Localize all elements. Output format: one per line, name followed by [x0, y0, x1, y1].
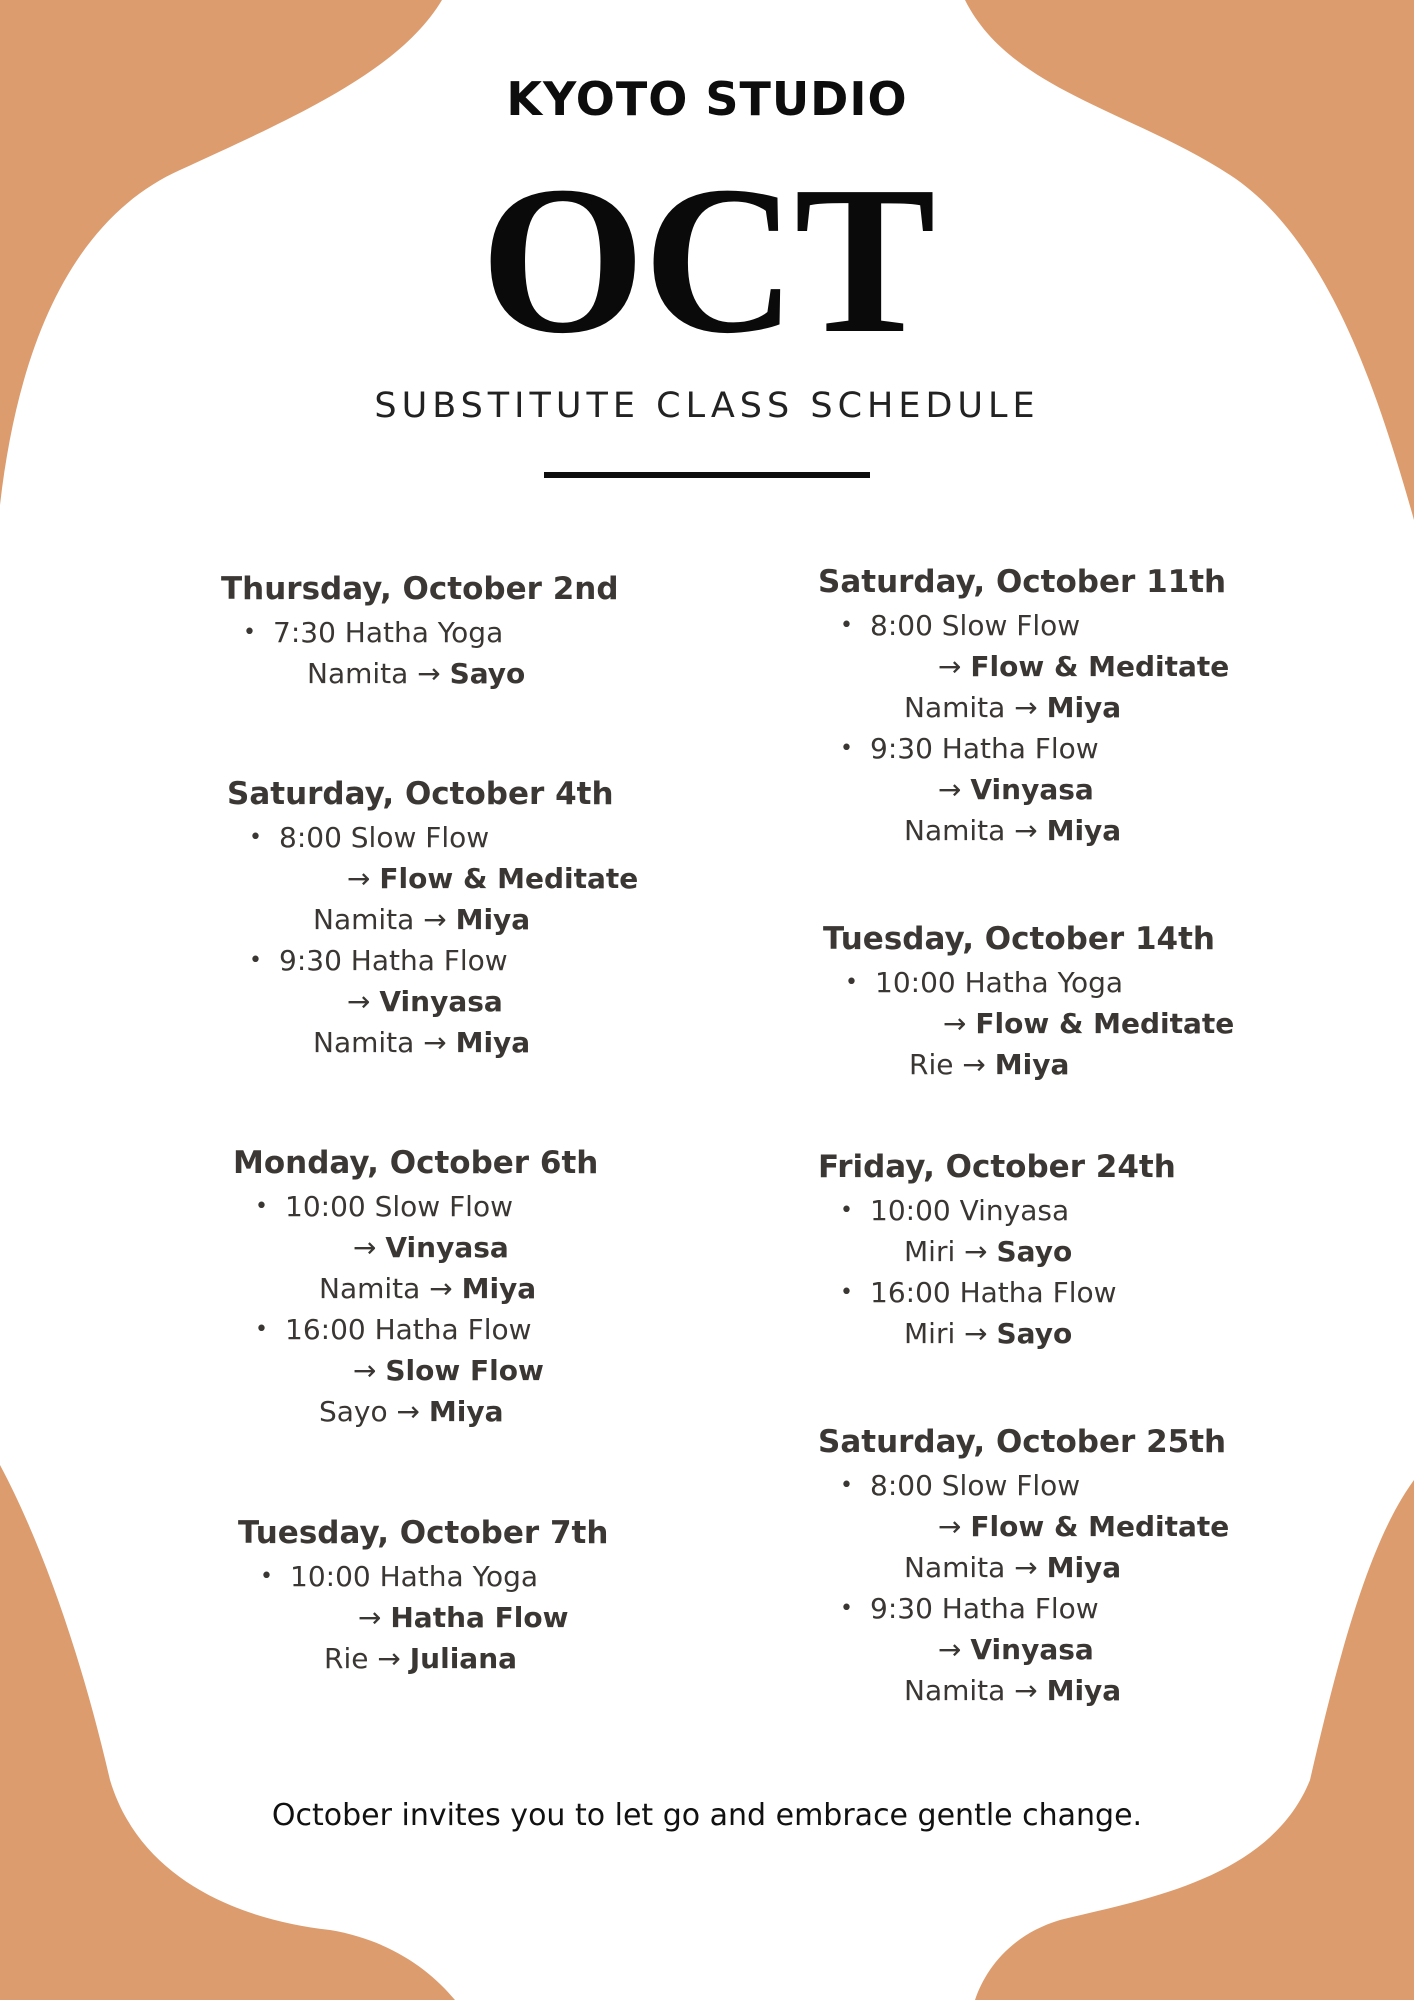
original-instructor: Namita — [904, 1674, 1006, 1707]
original-instructor: Namita — [313, 1026, 415, 1059]
substitute-instructor: Miya — [455, 1026, 531, 1059]
new-class: Flow & Meditate — [975, 1007, 1235, 1040]
substitute-instructor: Miya — [994, 1048, 1070, 1081]
bullet-icon: • — [840, 1596, 853, 1621]
class-item — [818, 728, 1338, 851]
arrow-icon: → — [347, 862, 371, 895]
class-item — [221, 612, 741, 694]
bullet-icon: • — [840, 1473, 853, 1498]
instructor-change — [285, 1391, 753, 1432]
instructor-change — [875, 1044, 1343, 1085]
instructor-change — [870, 810, 1338, 851]
original-class: 10:00 Vinyasa — [870, 1194, 1070, 1227]
title-divider — [544, 472, 870, 478]
arrow-icon: → — [423, 903, 447, 936]
class-list — [823, 962, 1343, 1085]
day-block — [227, 775, 747, 1063]
day-block — [221, 570, 741, 694]
new-class: Vinyasa — [970, 1633, 1094, 1666]
instructor-change — [273, 653, 741, 694]
instructor-change — [870, 1670, 1338, 1711]
bullet-icon: • — [249, 948, 262, 973]
original-instructor: Miri — [904, 1317, 956, 1350]
new-class-line — [285, 1350, 753, 1391]
original-instructor: Miri — [904, 1235, 956, 1268]
new-class-line — [290, 1597, 758, 1638]
day-heading: Friday, October 24th — [818, 1149, 1176, 1185]
day-block — [818, 1423, 1338, 1711]
class-list — [818, 1465, 1338, 1711]
arrow-icon: → — [938, 1510, 962, 1543]
bullet-icon: • — [243, 620, 256, 645]
substitute-instructor: Miya — [461, 1272, 537, 1305]
new-class-line — [870, 769, 1338, 810]
day-heading: Saturday, October 4th — [227, 776, 614, 812]
day-block — [233, 1144, 753, 1432]
class-item — [238, 1556, 758, 1679]
instructor-change — [870, 687, 1338, 728]
class-item — [233, 1186, 753, 1309]
footer-quote: October invites you to let go and embrace gentle change. — [271, 1798, 1143, 1833]
substitute-instructor: Sayo — [996, 1235, 1073, 1268]
instructor-change — [870, 1547, 1338, 1588]
class-item — [233, 1309, 753, 1432]
class-item — [818, 1465, 1338, 1588]
studio-name: KYOTO STUDIO — [506, 72, 908, 126]
class-list — [238, 1556, 758, 1679]
instructor-change — [279, 1022, 747, 1063]
bullet-icon: • — [840, 1280, 853, 1305]
class-item — [227, 940, 747, 1063]
arrow-icon: → — [938, 650, 962, 683]
substitute-instructor: Juliana — [409, 1642, 518, 1675]
new-class: Vinyasa — [970, 773, 1094, 806]
substitute-instructor: Miya — [1046, 1551, 1122, 1584]
class-item — [818, 1272, 1338, 1354]
original-instructor: Rie — [324, 1642, 369, 1675]
original-class: 9:30 Hatha Flow — [279, 944, 508, 977]
new-class: Slow Flow — [385, 1354, 544, 1387]
original-class: 9:30 Hatha Flow — [870, 732, 1099, 765]
substitute-instructor: Miya — [428, 1395, 504, 1428]
arrow-icon: → — [938, 1633, 962, 1666]
substitute-instructor: Miya — [1046, 691, 1122, 724]
arrow-icon: → — [962, 1048, 986, 1081]
bullet-icon: • — [840, 736, 853, 761]
class-list — [227, 817, 747, 1063]
instructor-change — [870, 1313, 1338, 1354]
day-heading: Tuesday, October 14th — [823, 921, 1215, 957]
arrow-icon: → — [1014, 1674, 1038, 1707]
arrow-icon: → — [943, 1007, 967, 1040]
new-class-line — [285, 1227, 753, 1268]
arrow-icon: → — [1014, 691, 1038, 724]
instructor-change — [290, 1638, 758, 1679]
day-block — [823, 920, 1343, 1085]
day-heading: Tuesday, October 7th — [238, 1515, 609, 1551]
original-instructor: Sayo — [319, 1395, 388, 1428]
bullet-icon: • — [249, 825, 262, 850]
day-block — [238, 1514, 758, 1679]
original-class: 7:30 Hatha Yoga — [273, 616, 504, 649]
bullet-icon: • — [840, 1198, 853, 1223]
original-class: 10:00 Slow Flow — [285, 1190, 513, 1223]
new-class: Hatha Flow — [390, 1601, 569, 1634]
class-list — [818, 1190, 1338, 1354]
original-class: 10:00 Hatha Yoga — [290, 1560, 539, 1593]
month-title: OCT — [480, 142, 934, 377]
new-class-line — [279, 981, 747, 1022]
bullet-icon: • — [255, 1194, 268, 1219]
new-class-line — [870, 1629, 1338, 1670]
day-heading: Monday, October 6th — [233, 1145, 599, 1181]
class-item — [227, 817, 747, 940]
new-class: Flow & Meditate — [970, 1510, 1230, 1543]
bullet-icon: • — [255, 1317, 268, 1342]
class-item — [818, 1588, 1338, 1711]
original-instructor: Namita — [904, 814, 1006, 847]
class-item — [818, 1190, 1338, 1272]
arrow-icon: → — [1014, 814, 1038, 847]
original-instructor: Rie — [909, 1048, 954, 1081]
new-class-line — [279, 858, 747, 899]
arrow-icon: → — [964, 1235, 988, 1268]
new-class-line — [870, 646, 1338, 687]
arrow-icon: → — [396, 1395, 421, 1428]
arrow-icon: → — [377, 1642, 401, 1675]
arrow-icon: → — [353, 1354, 377, 1387]
arrow-icon: → — [417, 657, 441, 690]
day-heading: Saturday, October 11th — [818, 564, 1227, 600]
arrow-icon: → — [429, 1272, 453, 1305]
arrow-icon: → — [423, 1026, 447, 1059]
substitute-instructor: Miya — [1046, 1674, 1122, 1707]
day-block — [818, 1148, 1338, 1354]
day-heading: Saturday, October 25th — [818, 1424, 1227, 1460]
new-class-line — [870, 1506, 1338, 1547]
bullet-icon: • — [840, 613, 853, 638]
instructor-change — [279, 899, 747, 940]
arrow-icon: → — [347, 985, 371, 1018]
class-item — [823, 962, 1343, 1085]
substitute-instructor: Miya — [455, 903, 531, 936]
new-class: Vinyasa — [385, 1231, 509, 1264]
substitute-instructor: Sayo — [996, 1317, 1073, 1350]
new-class: Flow & Meditate — [970, 650, 1230, 683]
class-list — [221, 612, 741, 694]
day-block — [818, 563, 1338, 851]
original-class: 8:00 Slow Flow — [279, 821, 490, 854]
original-class: 16:00 Hatha Flow — [870, 1276, 1117, 1309]
substitute-instructor: Sayo — [449, 657, 526, 690]
new-class-line — [875, 1003, 1343, 1044]
day-heading: Thursday, October 2nd — [221, 571, 619, 607]
original-class: 8:00 Slow Flow — [870, 609, 1081, 642]
arrow-icon: → — [938, 773, 962, 806]
original-class: 9:30 Hatha Flow — [870, 1592, 1099, 1625]
original-instructor: Namita — [904, 691, 1006, 724]
original-instructor: Namita — [319, 1272, 421, 1305]
bullet-icon: • — [845, 970, 858, 995]
original-class: 10:00 Hatha Yoga — [875, 966, 1124, 999]
new-class: Flow & Meditate — [379, 862, 639, 895]
substitute-instructor: Miya — [1046, 814, 1122, 847]
original-instructor: Namita — [313, 903, 415, 936]
schedule-subtitle: SUBSTITUTE CLASS SCHEDULE — [374, 386, 1040, 426]
arrow-icon: → — [358, 1601, 382, 1634]
class-list — [818, 605, 1338, 851]
original-class: 16:00 Hatha Flow — [285, 1313, 532, 1346]
class-item — [818, 605, 1338, 728]
arrow-icon: → — [964, 1317, 988, 1350]
instructor-change — [870, 1231, 1338, 1272]
original-instructor: Namita — [307, 657, 409, 690]
new-class: Vinyasa — [379, 985, 503, 1018]
bullet-icon: • — [260, 1564, 273, 1589]
original-instructor: Namita — [904, 1551, 1006, 1584]
class-list — [233, 1186, 753, 1432]
arrow-icon: → — [353, 1231, 377, 1264]
arrow-icon: → — [1014, 1551, 1038, 1584]
instructor-change — [285, 1268, 753, 1309]
original-class: 8:00 Slow Flow — [870, 1469, 1081, 1502]
